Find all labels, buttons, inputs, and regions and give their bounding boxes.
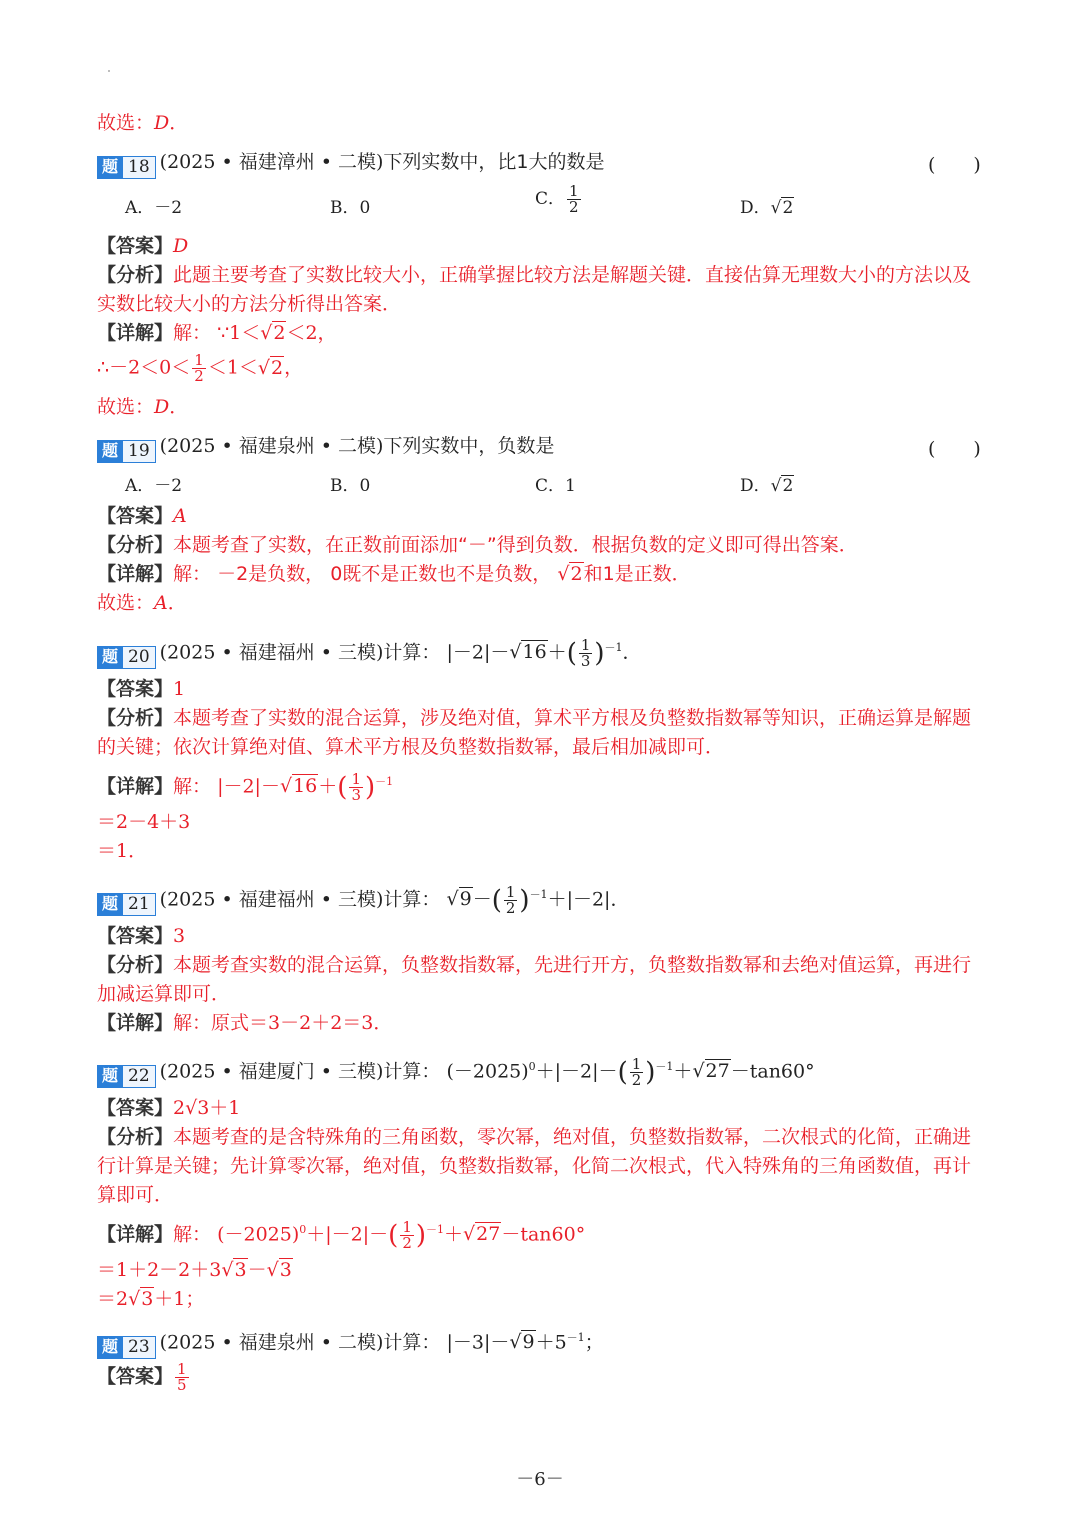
answer-paren: ( ) — [928, 438, 981, 460]
question-badge: 题 21 — [97, 893, 156, 916]
question-18-stem: 题 18 (2025 • 福建漳州 • 二模)下列实数中，比1大的数是 — [97, 150, 605, 179]
analysis-21-line1: 【分析】本题考查实数的混合运算，负整数指数幂，先进行开方，负整数指数幂和去绝对值运算，再进行 — [97, 954, 972, 976]
detail-18-line1: 【详解】解： ∵1＜√2＜2， — [97, 322, 337, 344]
question-badge: 题 20 — [97, 646, 156, 669]
option-c: C．1 — [535, 476, 576, 496]
option-c: C． $\frac{1}{2}$ — [535, 182, 579, 216]
answer-paren: ( ) — [928, 154, 981, 176]
answer-23: 【答案】 $\frac{1}{5}$ — [97, 1360, 187, 1394]
question-20-stem: 题 20 (2025 • 福建福州 • 三模)计算： |－2|－√16＋( $\frac{1}{3}$ )$^{-1}$． — [97, 636, 642, 669]
detail-18-line2: ∴－2＜0＜ $\frac{1}{2}$ ＜1＜√2， — [97, 351, 304, 385]
question-badge: 题 23 — [97, 1336, 156, 1359]
question-badge: 题 18 — [97, 156, 156, 179]
answer-18: 【答案】D — [97, 235, 189, 257]
detail-20-step2: ＝1． — [97, 840, 148, 862]
page-number: －6－ — [516, 1469, 564, 1490]
option-d: D．√2 — [740, 476, 794, 496]
detail-22-step2: ＝2√3＋1； — [97, 1288, 205, 1310]
scan-dot — [108, 70, 110, 72]
answer-21: 【答案】3 — [97, 925, 186, 947]
question-23-stem: 题 23 (2025 • 福建泉州 • 二模)计算： $|-3|-√9+5^{-1}$； — [97, 1326, 604, 1359]
analysis-22-line2: 行计算是关键；先计算零次幂，绝对值，负整数指数幂，化简二次根式，代入特殊角的三角函数值，再计 — [97, 1155, 972, 1177]
detail-20-line1: 【详解】解： |－2|－√16＋( $\frac{1}{3}$ )$^{-1}$ — [97, 769, 394, 804]
answer-19: 【答案】A — [97, 505, 187, 527]
question-19-stem: 题 19 (2025 • 福建泉州 • 二模)下列实数中，负数是 — [97, 434, 554, 463]
analysis-22-line3: 算即可． — [97, 1184, 174, 1206]
question-21-stem: 题 21 (2025 • 福建福州 • 三模)计算： √9－( $\frac{1}{2}$ )$^{-1}$＋|－2|． — [97, 883, 629, 916]
detail-22-step1: ＝1＋2－2＋3√3－√3 — [97, 1259, 292, 1281]
detail-20-step1: ＝2－4＋3 — [97, 811, 191, 833]
option-b: B．0 — [330, 476, 371, 496]
question-badge: 题 22 — [97, 1065, 156, 1088]
answer-22: 【答案】2√3＋1 — [97, 1097, 241, 1119]
option-a: A．－2 — [125, 476, 183, 496]
analysis-20-line1: 【分析】本题考查了实数的混合运算，涉及绝对值，算术平方根及负整数指数幂等知识，正确运算是解题 — [97, 707, 972, 729]
question-badge: 题 19 — [97, 440, 156, 463]
option-a: A．－2 — [125, 198, 183, 218]
analysis-20-line2: 的关键；依次计算绝对值、算术平方根及负整数指数幂，最后相加减即可． — [97, 736, 725, 758]
analysis-19: 【分析】本题考查了实数，在正数前面添加“－”得到负数．根据负数的定义即可得出答案． — [97, 534, 858, 556]
answer-20: 【答案】1 — [97, 678, 186, 700]
option-d: D．√2 — [740, 198, 794, 218]
analysis-18-line1: 【分析】此题主要考查了实数比较大小，正确掌握比较方法是解题关键．直接估算无理数大小的方法以及 — [97, 264, 972, 286]
prev-conclusion: 故选：D． — [97, 112, 189, 134]
analysis-21-line2: 加减运算即可． — [97, 983, 231, 1005]
analysis-18-line2: 实数比较大小的方法分析得出答案． — [97, 293, 402, 315]
conclusion-19: 故选：A． — [97, 592, 187, 614]
option-b: B．0 — [330, 198, 371, 218]
conclusion-18: 故选：D． — [97, 396, 189, 418]
analysis-22-line1: 【分析】本题考查的是含特殊角的三角函数，零次幂，绝对值，负整数指数幂，二次根式的化简，正确进 — [97, 1126, 972, 1148]
detail-22-line1: 【详解】解： $(-2025)^0+|-2|-$( $\frac{1}{2}$ )$^{-1}$＋√27－tan60° — [97, 1217, 586, 1252]
detail-21: 【详解】解：原式＝3－2＋2＝3． — [97, 1012, 393, 1034]
detail-19: 【详解】解： －2是负数， 0既不是正数也不是负数， √2和1是正数． — [97, 563, 691, 585]
question-22-stem: 题 22 (2025 • 福建厦门 • 三模)计算： $(-2025)^0+|-2|-$( $\frac{1}{2}$ )$^{-1}$＋√27－tan60° — [97, 1055, 815, 1088]
